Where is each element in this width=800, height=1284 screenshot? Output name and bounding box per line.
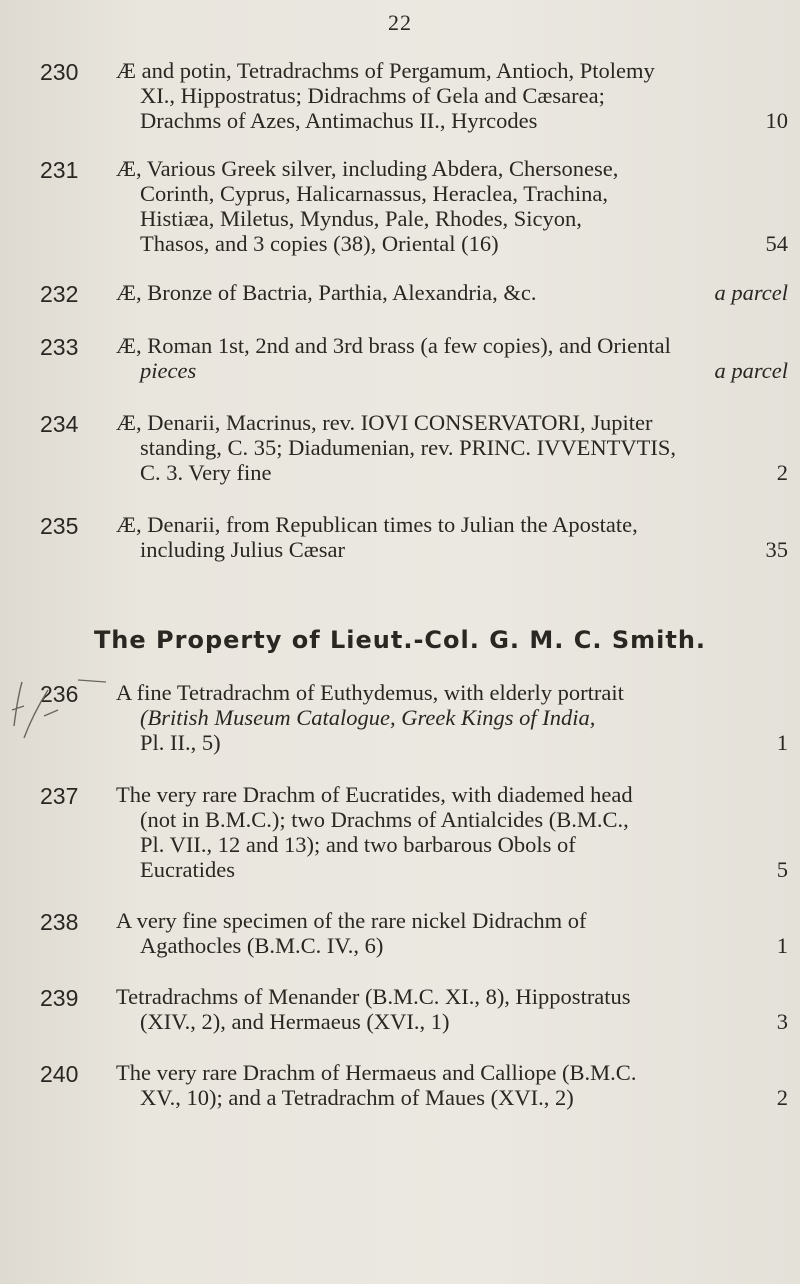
lot-price: 10	[765, 108, 788, 133]
lot-number: 236	[40, 681, 79, 707]
lot-number: 240	[40, 1061, 79, 1087]
lot-line: A very fine specimen of the rare nickel Didrachm of	[116, 908, 587, 933]
lot-number: 233	[40, 334, 79, 360]
lot-line: The very rare Drachm of Hermaeus and Calliope (B.M.C.	[116, 1060, 637, 1085]
lot-line: A fine Tetradrachm of Euthydemus, with elderly portrait	[116, 680, 624, 705]
lot-line: The very rare Drachm of Eucratides, with diademed head	[116, 782, 633, 807]
lot-line: including Julius Cæsar	[140, 537, 346, 562]
lot-line: C. 3. Very fine	[140, 460, 272, 485]
lot-description	[116, 410, 788, 485]
lot-description	[116, 333, 788, 383]
lot-number: 232	[40, 281, 79, 307]
lot-description	[116, 1060, 788, 1110]
lot-line: Drachms of Azes, Antimachus II., Hyrcodes	[140, 108, 538, 133]
lot-line: Corinth, Cyprus, Halicarnassus, Heraclea, Trachina,	[140, 181, 609, 206]
lot-line-with-price	[116, 537, 788, 562]
lot-line: Æ, Denarii, Macrinus, rev. IOVI CONSERVATORI, Jupiter	[116, 410, 653, 435]
lot-number: 231	[40, 157, 79, 183]
lot-line: XI., Hippostratus; Didrachms of Gela and Cæsarea;	[140, 83, 605, 108]
lot-description	[116, 908, 788, 958]
lot-line-with-price	[116, 1009, 788, 1034]
lot-price: 54	[765, 231, 788, 256]
lot-line: Æ, Various Greek silver, including Abdera, Chersonese,	[116, 156, 619, 181]
pencil-annotation	[8, 676, 108, 746]
lot-price: a parcel	[714, 280, 788, 305]
lot-price: 2	[776, 460, 788, 485]
lot-price: 3	[776, 1009, 788, 1034]
lot-line-with-price	[116, 108, 788, 133]
lot-description	[116, 58, 788, 133]
lot-line-with-price	[116, 730, 788, 755]
lot-line-with-price	[116, 857, 788, 882]
lot-line-with-price	[116, 280, 788, 305]
lot-line-with-price	[116, 460, 788, 485]
lot-line: pieces	[140, 358, 197, 383]
lot-description	[116, 782, 788, 882]
lot-line: Thasos, and 3 copies (38), Oriental (16)	[140, 231, 499, 256]
lot-line-with-price	[116, 933, 788, 958]
lot-line: standing, C. 35; Diadumenian, rev. PRINC. IVVENTVTIS,	[140, 435, 676, 460]
lot-line: Pl. VII., 12 and 13); and two barbarous Obols of	[140, 832, 576, 857]
lot-number: 234	[40, 411, 79, 437]
lot-price: 1	[776, 933, 788, 958]
lot-line: Eucratides	[140, 857, 235, 882]
lot-line: Pl. II., 5)	[140, 730, 221, 755]
lot-line: Æ, Roman 1st, 2nd and 3rd brass (a few copies), and Oriental	[116, 333, 671, 358]
lot-number: 239	[40, 985, 79, 1011]
lot-number: 238	[40, 909, 79, 935]
lot-description	[116, 984, 788, 1034]
lot-number: 235	[40, 513, 79, 539]
lot-line: Æ, Denarii, from Republican times to Julian the Apostate,	[116, 512, 638, 537]
lot-line: (XIV., 2), and Hermaeus (XVI., 1)	[140, 1009, 450, 1034]
lot-price: a parcel	[714, 358, 788, 383]
lot-line-with-price	[116, 358, 788, 383]
lot-description	[116, 156, 788, 256]
lot-line: Æ, Bronze of Bactria, Parthia, Alexandria, &c.	[116, 280, 537, 305]
lot-line: (not in B.M.C.); two Drachms of Antialcides (B.M.C.,	[140, 807, 629, 832]
lot-price: 1	[776, 730, 788, 755]
lot-price: 2	[776, 1085, 788, 1110]
page-number: 22	[388, 10, 412, 35]
lot-line: (British Museum Catalogue, Greek Kings of India,	[140, 705, 596, 730]
section-heading: The Property of Lieut.-Col. G. M. C. Smith.	[93, 626, 707, 654]
lot-line: XV., 10); and a Tetradrachm of Maues (XVI., 2)	[140, 1085, 574, 1110]
lot-price: 35	[765, 537, 788, 562]
lot-description	[116, 280, 788, 305]
lot-description	[116, 680, 788, 755]
lot-line-with-price	[116, 231, 788, 256]
lot-line: Æ and potin, Tetradrachms of Pergamum, Antioch, Ptolemy	[116, 58, 655, 83]
lot-price: 5	[776, 857, 788, 882]
lot-number: 237	[40, 783, 79, 809]
lot-line: Tetradrachms of Menander (B.M.C. XI., 8), Hippostratus	[116, 984, 631, 1009]
lot-line-with-price	[116, 1085, 788, 1110]
lot-number: 230	[40, 59, 79, 85]
lot-line: Agathocles (B.M.C. IV., 6)	[140, 933, 384, 958]
lot-line: Histiæa, Miletus, Myndus, Pale, Rhodes, Sicyon,	[140, 206, 582, 231]
lot-description	[116, 512, 788, 562]
